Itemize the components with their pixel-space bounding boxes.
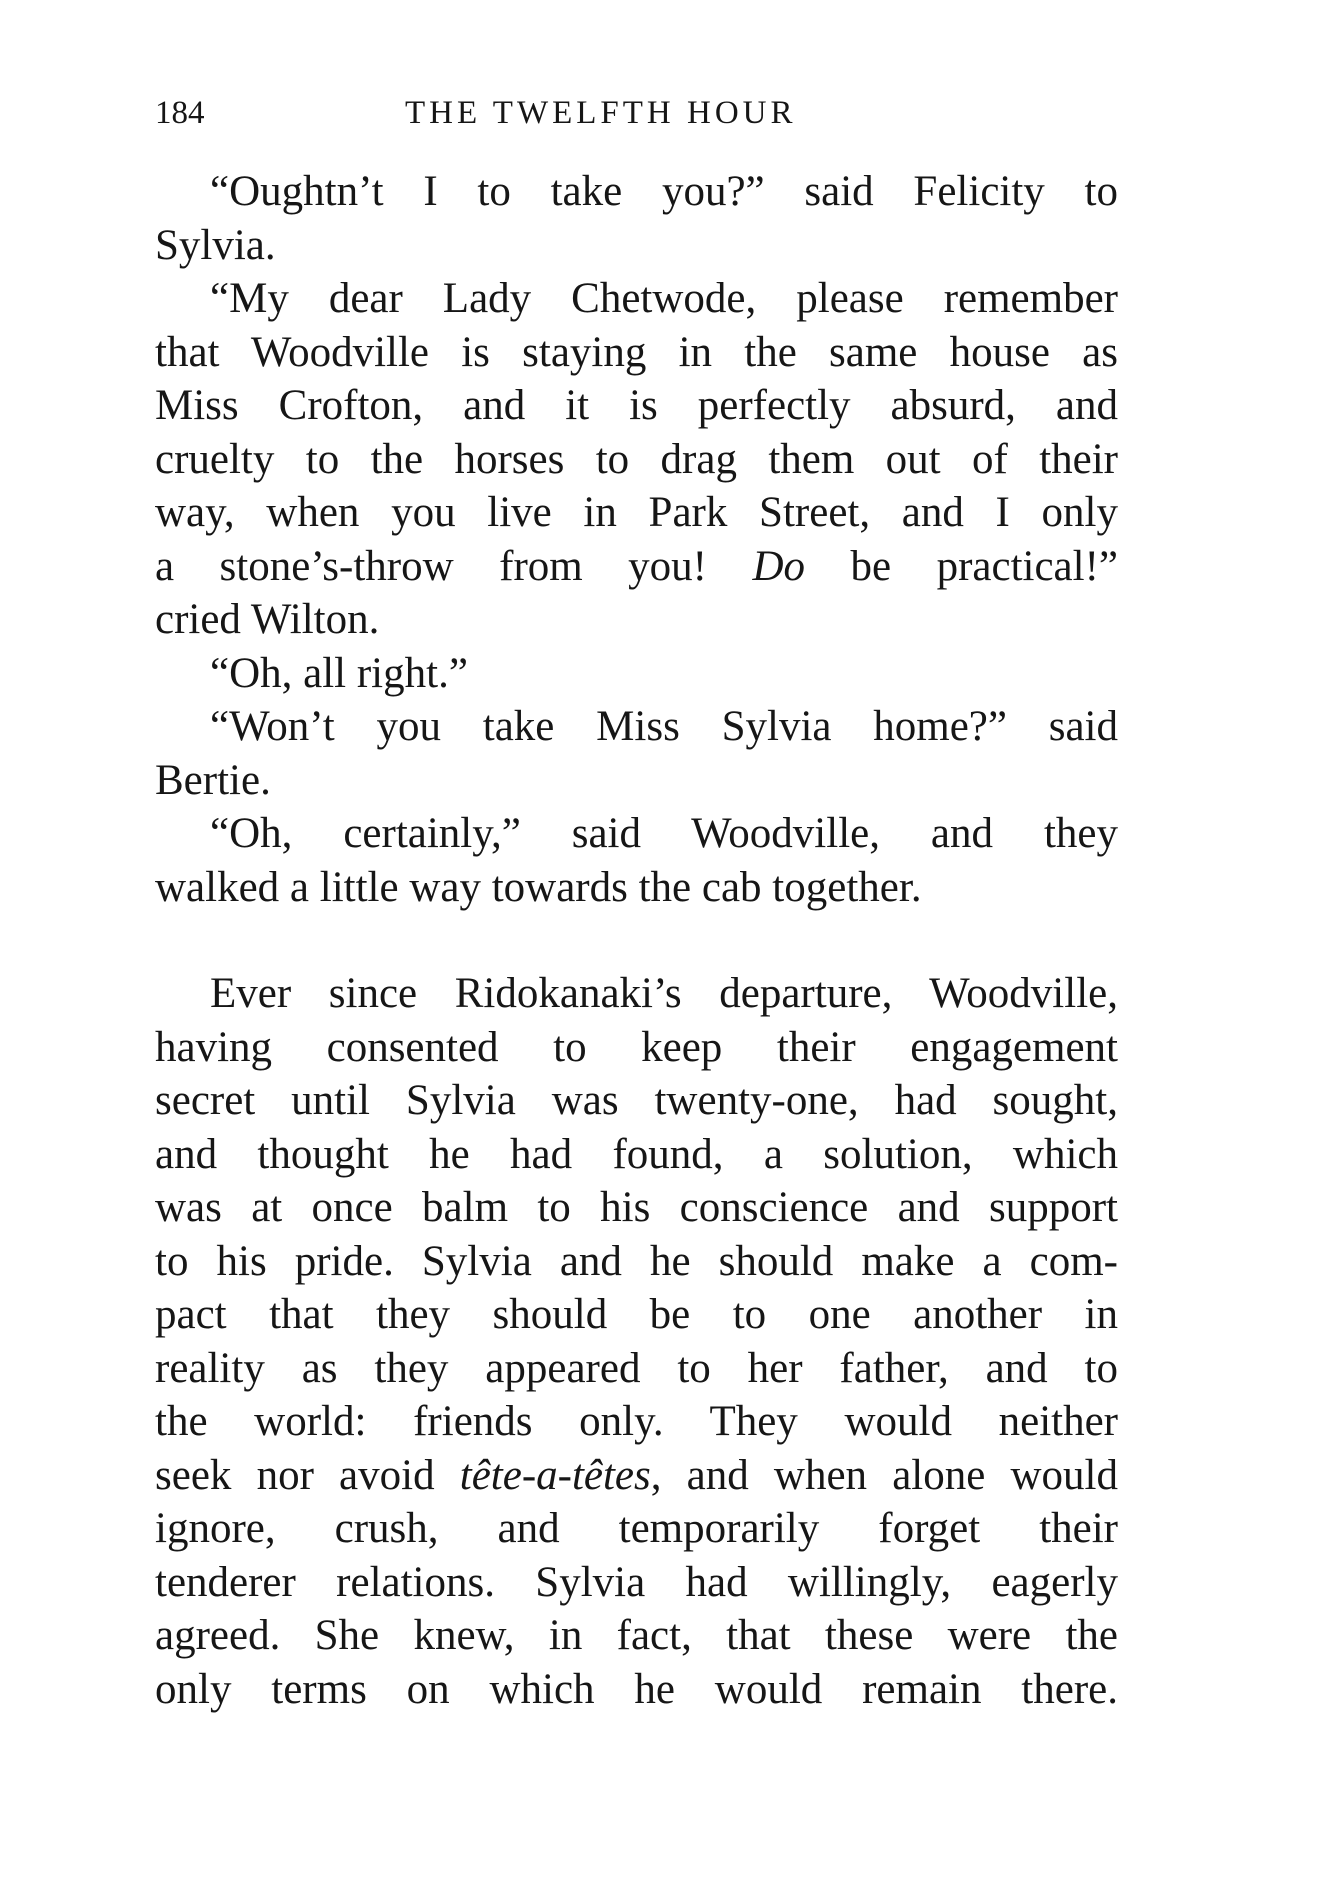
text-line: tenderer relations. Sylvia had willingly, eagerly (155, 1558, 1118, 1606)
text-line (155, 1449, 1118, 1503)
text-line: that Woodville is staying in the same house as (155, 328, 1118, 376)
section-break (155, 914, 1118, 967)
text-line (155, 540, 1118, 594)
text-line: only terms on which he would remain there. (155, 1665, 1118, 1713)
text-line: way, when you live in Park Street, and I only (155, 489, 1118, 536)
text-line: and thought he had found, a solution, which (155, 1130, 1118, 1178)
text-line: Sylvia. (155, 221, 276, 269)
text-line: cried Wilton. (155, 596, 380, 643)
text-line: reality as they appeared to her father, and to (155, 1344, 1118, 1392)
text-line: “Won’t you take Miss Sylvia home?” said (210, 703, 1118, 750)
text-line: walked a little way towards the cab together. (155, 863, 922, 911)
text-line: was at once balm to his conscience and support (155, 1184, 1118, 1231)
text-run: , and when alone would (650, 1451, 1119, 1499)
text-line: ignore, crush, and temporarily forget their (155, 1505, 1118, 1552)
running-title: THE TWELFTH HOUR (405, 95, 797, 131)
text-line: cruelty to the horses to drag them out of their (155, 435, 1118, 483)
text-run: be practical!” (805, 542, 1118, 590)
text-line: agreed. She knew, in fact, that these were the (155, 1612, 1118, 1659)
text-line: secret until Sylvia was twenty-one, had sought, (155, 1077, 1118, 1124)
italic-text: tête-a-têtes (459, 1451, 651, 1499)
text-line: “Oughtn’t I to take you?” said Felicity to (210, 168, 1118, 215)
text-run: seek nor avoid (155, 1451, 460, 1499)
text-line: Miss Crofton, and it is perfectly absurd, and (155, 382, 1118, 429)
text-line: having consented to keep their engagement (155, 1023, 1118, 1071)
text-line: “My dear Lady Chetwode, please remember (210, 275, 1118, 322)
page-number: 184 (155, 95, 205, 131)
text-line: “Oh, all right.” (210, 649, 468, 697)
text-line: Ever since Ridokanaki’s departure, Woodville, (210, 970, 1118, 1017)
body-text (155, 165, 1118, 1716)
text-line: to his pride. Sylvia and he should make a com- (155, 1237, 1118, 1285)
text-line: “Oh, certainly,” said Woodville, and they (210, 810, 1118, 857)
book-page (155, 95, 1118, 1716)
text-run: a stone’s-throw from you! (155, 542, 753, 590)
text-line: pact that they should be to one another in (155, 1291, 1118, 1338)
text-line: the world: friends only. They would neither (155, 1398, 1118, 1445)
running-head (155, 95, 1118, 145)
italic-text: Do (752, 542, 806, 590)
text-line: Bertie. (155, 756, 271, 804)
